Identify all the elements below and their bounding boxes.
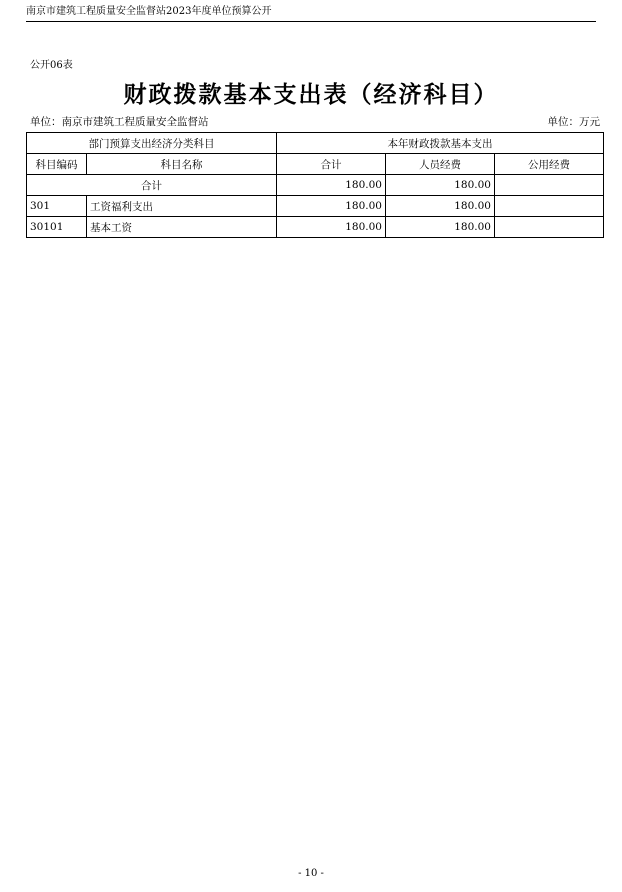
row-name: 工资福利支出 [87, 196, 277, 217]
row-total: 180.00 [277, 217, 386, 238]
row-public [495, 217, 604, 238]
row-name: 基本工资 [87, 217, 277, 238]
column-header-personnel: 人员经费 [386, 154, 495, 175]
row-code: 301 [27, 196, 87, 217]
table-row [27, 196, 604, 217]
document-title: 财政拨款基本支出表（经济科目） [123, 81, 499, 108]
total-row-public [495, 175, 604, 196]
reporting-unit: 单位：南京市建筑工程质量安全监督站 [30, 116, 209, 128]
currency-unit: 单位：万元 [547, 116, 600, 128]
row-total: 180.00 [277, 196, 386, 217]
group-header-economic-classification: 部门预算支出经济分类科目 [27, 133, 277, 154]
table-number: 公开06表 [30, 60, 73, 71]
table-column-header-row [27, 154, 604, 175]
row-personnel: 180.00 [386, 217, 495, 238]
column-header-public: 公用经费 [495, 154, 604, 175]
row-public [495, 196, 604, 217]
table-group-header-row [27, 133, 604, 154]
column-header-name: 科目名称 [87, 154, 277, 175]
table-row [27, 217, 604, 238]
page-number: - 10 - [298, 868, 324, 879]
total-row-personnel: 180.00 [386, 175, 495, 196]
row-code: 30101 [27, 217, 87, 238]
total-row-total: 180.00 [277, 175, 386, 196]
row-personnel: 180.00 [386, 196, 495, 217]
budget-table [26, 132, 604, 238]
running-header: 南京市建筑工程质量安全监督站2023年度单位预算公开 [26, 6, 596, 22]
total-row-label: 合计 [27, 175, 277, 196]
column-header-code: 科目编码 [27, 154, 87, 175]
column-header-total: 合计 [277, 154, 386, 175]
group-header-basic-expenditure: 本年财政拨款基本支出 [277, 133, 604, 154]
table-total-row [27, 175, 604, 196]
